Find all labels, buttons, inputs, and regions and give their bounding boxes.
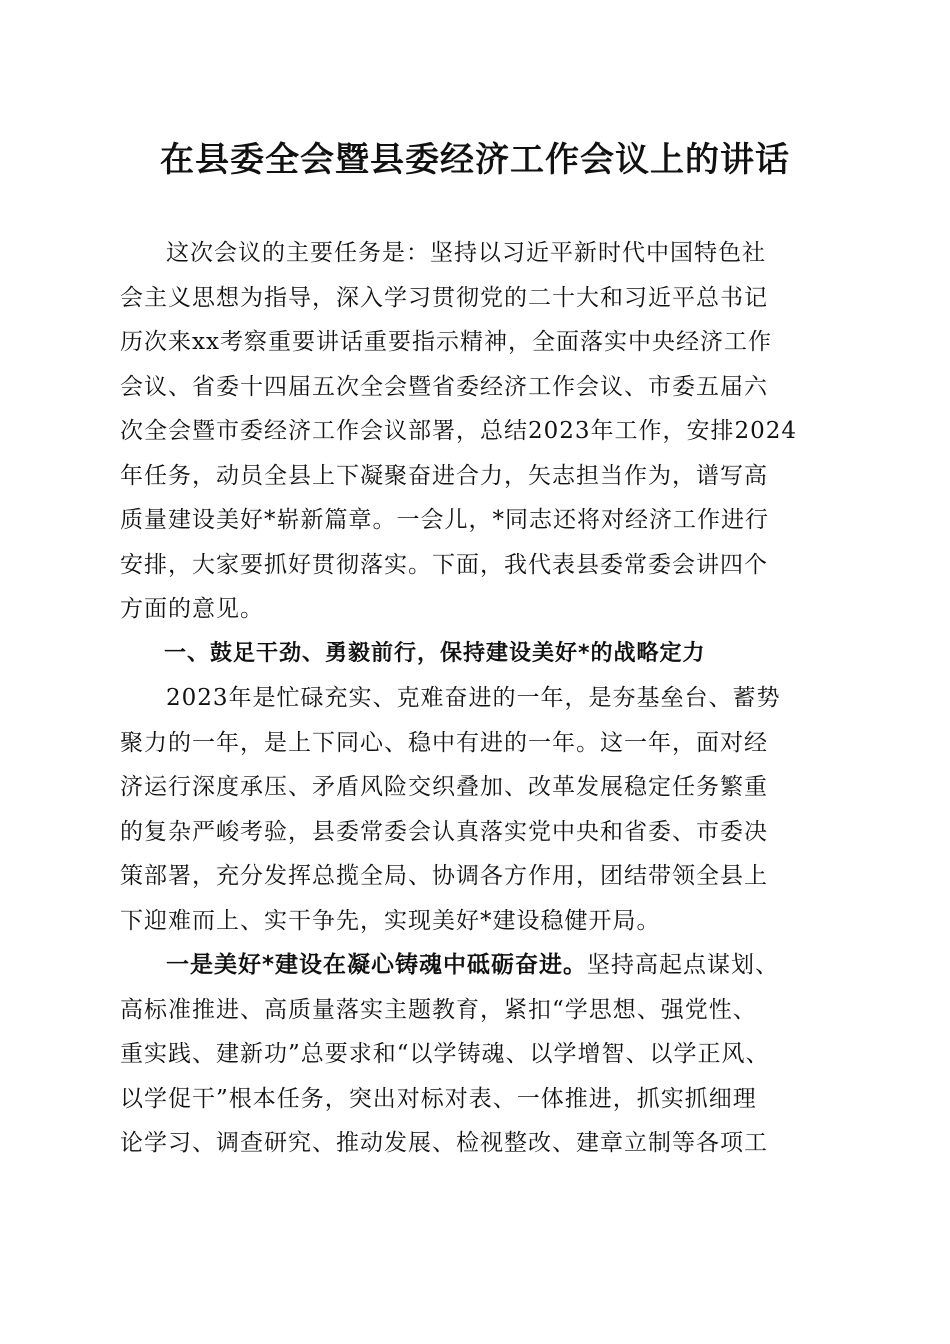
review-paragraph: 2023年是忙碌充实、克难奋进的一年，是夯基垒台、蓄势 聚力的一年，是上下同心、稳中有进的一年。这一年，面对经 济运行深度承压、矛盾风险交织叠加、改革发展稳定任务繁重 的复杂严峻考验，县委常委会认真落实党中央和省委、市委决 策部署，充分发挥总揽全局、协调各方作用，团结带领全县上 下迎难而上、实干争先，实现美好*建设稳健开局。: [120, 685, 781, 934]
section-heading-1: 一、鼓足干劲、勇毅前行，保持建设美好*的战略定力: [164, 640, 706, 666]
point-one-body: 坚持高起点谋划、 高标准推进、高质量落实主题教育，紧扣“学思想、强党性、 重实践、建新功”总要求和“以学铸魂、以学增智、以学正风、 以学促干”根本任务，突出对标对表、一体推进，抓实抓细理 论学习、调查研究、推动发展、检视整改、建章立制等各项工: [120, 952, 780, 1156]
point-one-lead: 一是美好*建设在凝心铸魂中砥砺奋进。: [166, 952, 588, 978]
document-body: [120, 231, 834, 1166]
document-title: 在县委全会暨县委经济工作会议上的讲话: [160, 140, 790, 180]
point-one-paragraph: [120, 943, 834, 1166]
opening-paragraph: 这次会议的主要任务是：坚持以习近平新时代中国特色社 会主义思想为指导，深入学习贯彻党的二十大和习近平总书记 历次来xx考察重要讲话重要指示精神，全面落实中央经济工作 会议、省委十四届五次全会暨省委经济工作会议、市委五届六 次全会暨市委经济工作会议部署，总结2023年工作，安排2024 年任务，动员全县上下凝聚奋进合力，矢志担当作为，谱写高 质量建设美好*崭新篇章。一会儿，*同志还将对经济工作进行 安排，大家要抓好贯彻落实。下面，我代表县委常委会讲四个 方面的意见。: [120, 240, 798, 622]
